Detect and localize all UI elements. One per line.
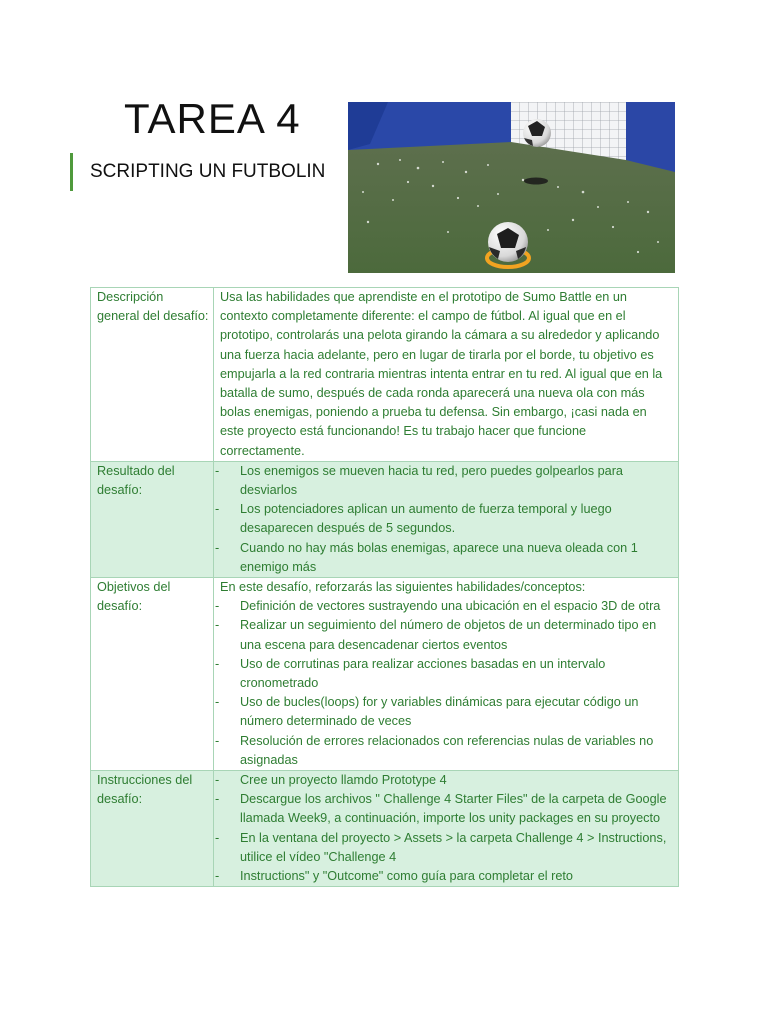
bullet-list [220,462,674,577]
challenge-table [90,287,679,887]
list-item: - Instructions" y "Outcome" como guía para completar el reto [220,867,674,886]
list-item: - Los enemigos se mueven hacia tu red, pero puedes golpearlos para desviarlos [220,462,674,500]
row-content [214,578,679,771]
row-label: Instrucciones del desafío: [91,771,214,887]
bullet-list [220,597,674,770]
list-item: - Descargue los archivos " Challenge 4 Starter Files" de la carpeta de Google llamada Week9, a continuación, importe los unity packages en su proyecto [220,790,674,828]
table-row [91,461,679,577]
row-label: Objetivos del desafío: [91,578,214,771]
bullet-list [220,771,674,886]
table-row [91,771,679,887]
subtitle-accent-bar [70,153,73,191]
list-item: - Cuando no hay más bolas enemigas, aparece una nueva oleada con 1 enemigo más [220,539,674,577]
list-item: - Cree un proyecto llamdo Prototype 4 [220,771,674,790]
row-content [214,771,679,887]
description-text: Usa las habilidades que aprendiste en el prototipo de Sumo Battle en un contexto completamente diferente: el campo de fútbol. Al igual que en el prototipo, controlarás una pelota girando la cámara a su alrededor y aplicando una fuerza hacia adelante, pero en lugar de tirarla por el borde, tu objetivo es empujarla a la red contraria mientras intenta entrar en tu red. Al igual que en la batalla de sumo, después de cada ronda aparecerá una nueva ola con más bolas enemigas, poniendo a prueba tu defensa. Sin embargo, ¡casi nada en este proyecto está funcionando! Es tu trabajo hacer que funcione correctamente. [220,290,663,458]
row-content [214,288,679,462]
page-subtitle: SCRIPTING UN FUTBOLIN [90,161,326,182]
list-item: - Definición de vectores sustrayendo una ubicación en el espacio 3D de otra [220,597,674,616]
list-item: - Los potenciadores aplican un aumento de fuerza temporal y luego desaparecen después de 5 segundos. [220,500,674,538]
list-item: - Resolución de errores relacionados con referencias nulas de variables no asignadas [220,732,674,770]
list-item: - Uso de corrutinas para realizar acciones basadas en un intervalo cronometrado [220,655,674,693]
row-label: Descripción general del desafío: [91,288,214,462]
table-row [91,578,679,771]
list-item: - Uso de bucles(loops) for y variables dinámicas para ejecutar código un número determinado de veces [220,693,674,731]
table-row [91,288,679,462]
objectives-intro: En este desafío, reforzarás las siguientes habilidades/conceptos: [220,580,586,595]
list-item: - Realizar un seguimiento del número de objetos de un determinado tipo en una escena para desencadenar ciertos eventos [220,616,674,654]
list-item: - En la ventana del proyecto > Assets > la carpeta Challenge 4 > Instructions, utilice el vídeo "Challenge 4 [220,829,674,867]
page-title: TAREA 4 [124,95,301,142]
row-label: Resultado del desafío: [91,461,214,577]
soccer-game-screenshot [348,102,675,273]
row-content [214,461,679,577]
